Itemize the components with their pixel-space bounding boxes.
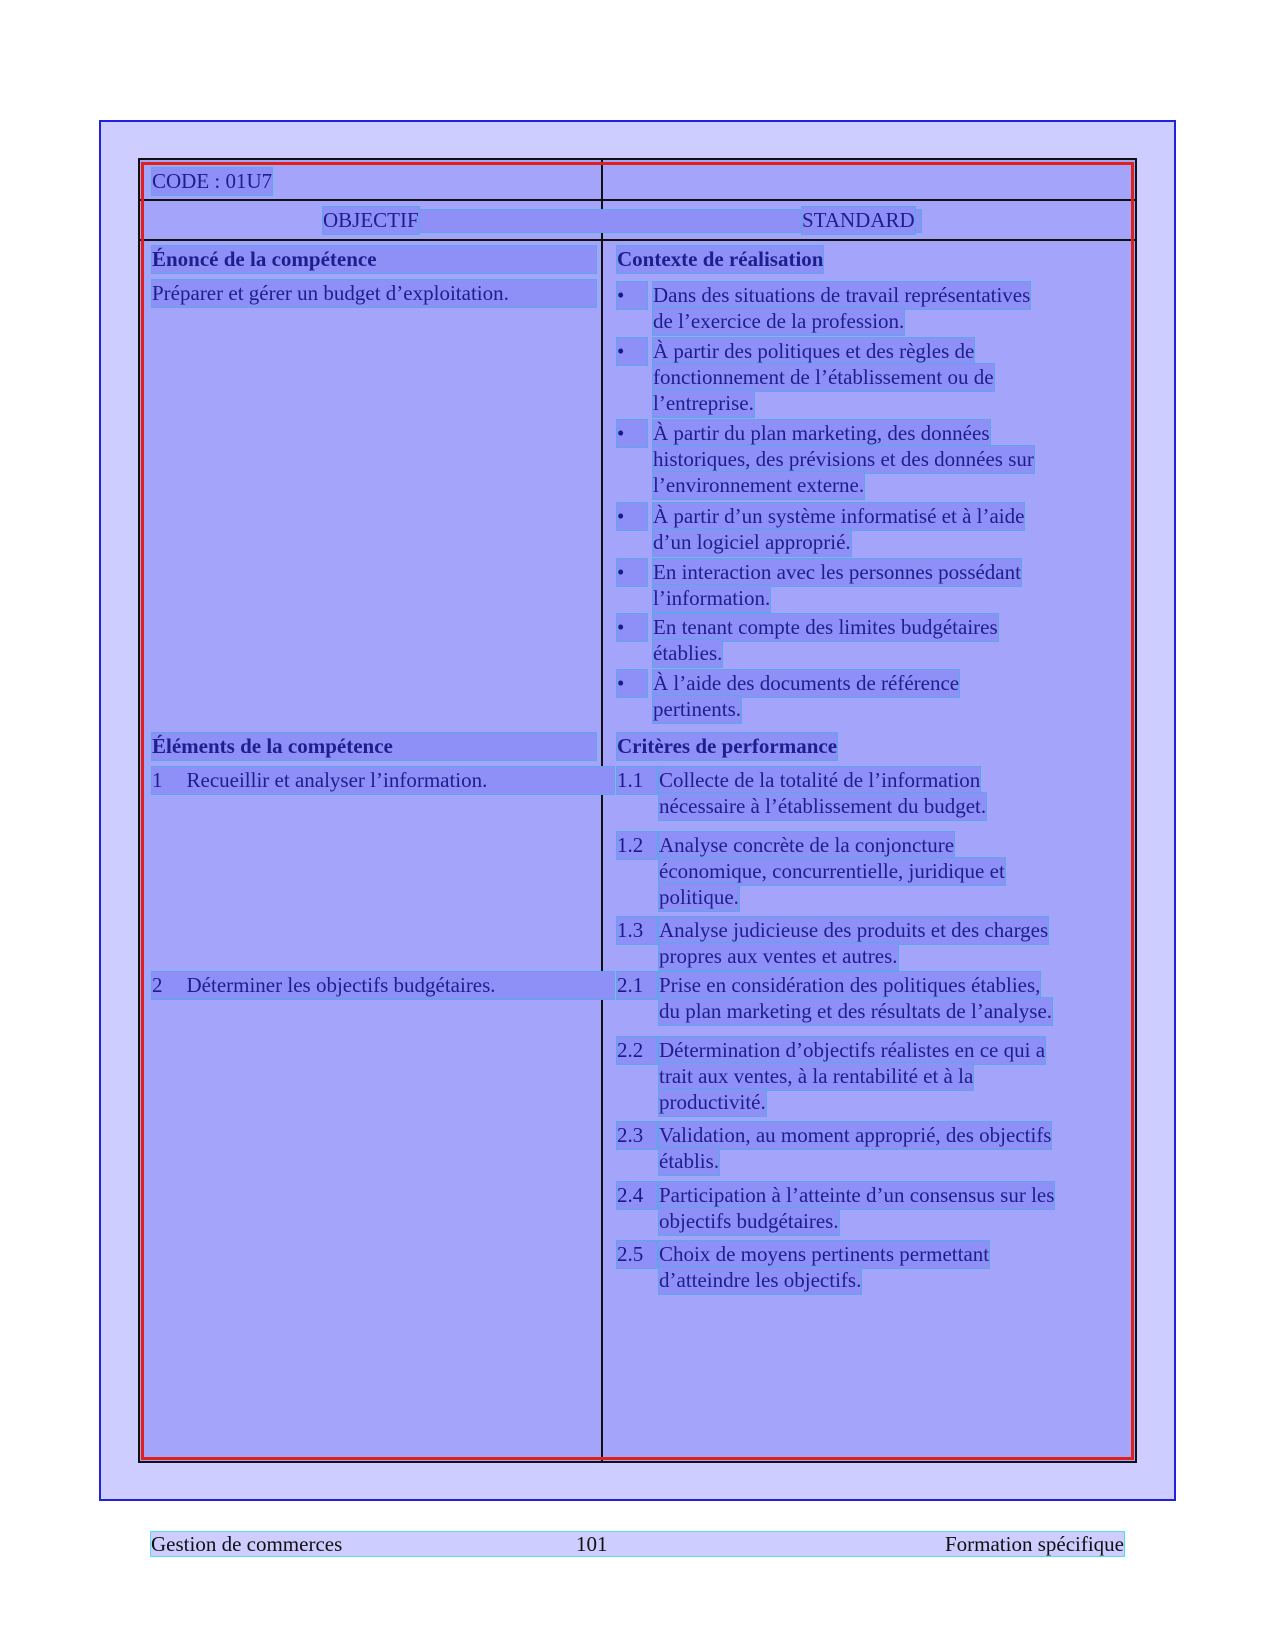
critere-line: productivité. xyxy=(659,1090,766,1114)
contexte-item-line: d’un logiciel approprié. xyxy=(653,530,851,554)
critere-number: 1.1 xyxy=(617,767,657,794)
element-number: 1 xyxy=(152,768,163,792)
bullet-icon: • xyxy=(617,670,647,697)
contexte-title: Contexte de réalisation xyxy=(617,247,824,271)
bullet-icon: • xyxy=(617,420,647,447)
bullet-icon: • xyxy=(617,282,647,309)
critere-line: politique. xyxy=(659,885,739,909)
element-2 xyxy=(152,972,614,999)
contexte-item-line: de l’exercice de la profession. xyxy=(653,309,905,333)
critere-number: 2.5 xyxy=(617,1241,657,1268)
critere-line: Validation, au moment approprié, des objectifs xyxy=(659,1123,1052,1147)
critere-line: établis. xyxy=(659,1149,720,1173)
footer-left: Gestion de commerces xyxy=(151,1532,343,1556)
contexte-item-line: historiques, des prévisions et des données sur xyxy=(653,447,1034,471)
critere-line: d’atteindre les objectifs. xyxy=(659,1268,862,1292)
row-divider-header xyxy=(140,239,1135,241)
contexte-item-line: l’entreprise. xyxy=(653,391,754,415)
column-divider xyxy=(601,160,603,1461)
contexte-item-line: En tenant compte des limites budgétaires xyxy=(653,615,998,639)
element-text: Déterminer les objectifs budgétaires. xyxy=(186,973,496,997)
header-standard: STANDARD xyxy=(802,208,915,232)
header-objective: OBJECTIF xyxy=(323,208,419,232)
critere-number: 2.2 xyxy=(617,1037,657,1064)
contexte-item-line: À partir d’un système informatisé et à l’aide xyxy=(653,504,1025,528)
critere-line: objectifs budgétaires. xyxy=(659,1209,839,1233)
contexte-item-line: À partir des politiques et des règles de xyxy=(653,339,975,363)
footer-page-number: 101 xyxy=(576,1532,608,1556)
contexte-item-line: Dans des situations de travail représentatives xyxy=(653,283,1031,307)
critere-line: Prise en considération des politiques établies, xyxy=(659,973,1041,997)
page-footer xyxy=(151,1532,1124,1556)
critere-line: économique, concurrentielle, juridique et xyxy=(659,859,1005,883)
contexte-item-line: En interaction avec les personnes possédant xyxy=(653,560,1021,584)
critere-line: Collecte de la totalité de l’information xyxy=(659,768,981,792)
row-divider-code xyxy=(140,199,1135,201)
critere-number: 2.1 xyxy=(617,972,657,999)
element-1 xyxy=(152,767,614,794)
contexte-item-line: l’information. xyxy=(653,586,771,610)
critere-line: Analyse concrète de la conjoncture xyxy=(659,833,955,857)
critere-line: trait aux ventes, à la rentabilité et à la xyxy=(659,1064,974,1088)
contexte-item-line: l’environnement externe. xyxy=(653,473,865,497)
element-text: Recueillir et analyser l’information. xyxy=(186,768,488,792)
code-label: CODE : 01U7 xyxy=(152,169,273,193)
critere-number: 2.3 xyxy=(617,1122,657,1149)
critere-line: propres aux ventes et autres. xyxy=(659,944,898,968)
bullet-icon: • xyxy=(617,338,647,365)
critere-number: 1.3 xyxy=(617,917,657,944)
critere-line: Analyse judicieuse des produits et des charges xyxy=(659,918,1049,942)
contexte-item-line: pertinents. xyxy=(653,697,742,721)
bullet-icon: • xyxy=(617,559,647,586)
enonce-title: Énoncé de la compétence xyxy=(152,246,596,273)
critere-line: Détermination d’objectifs réalistes en ce qui a xyxy=(659,1038,1046,1062)
contexte-item-line: À partir du plan marketing, des données xyxy=(653,421,990,445)
contexte-item-line: À l’aide des documents de référence xyxy=(653,671,960,695)
critere-line: nécessaire à l’établissement du budget. xyxy=(659,794,987,818)
bullet-icon: • xyxy=(617,503,647,530)
footer-right: Formation spécifique xyxy=(944,1532,1124,1556)
critere-line: Choix de moyens pertinents permettant xyxy=(659,1242,990,1266)
enonce-text: Préparer et gérer un budget d’exploitation. xyxy=(152,280,596,307)
critere-line: du plan marketing et des résultats de l’analyse. xyxy=(659,999,1053,1023)
critere-number: 2.4 xyxy=(617,1182,657,1209)
contexte-item-line: établies. xyxy=(653,641,723,665)
critere-line: Participation à l’atteinte d’un consensus sur les xyxy=(659,1183,1055,1207)
element-number: 2 xyxy=(152,973,163,997)
criteres-title: Critères de performance xyxy=(617,734,838,758)
bullet-icon: • xyxy=(617,614,647,641)
critere-number: 1.2 xyxy=(617,832,657,859)
elements-title: Éléments de la compétence xyxy=(152,733,596,760)
contexte-item-line: fonctionnement de l’établissement ou de xyxy=(653,365,994,389)
